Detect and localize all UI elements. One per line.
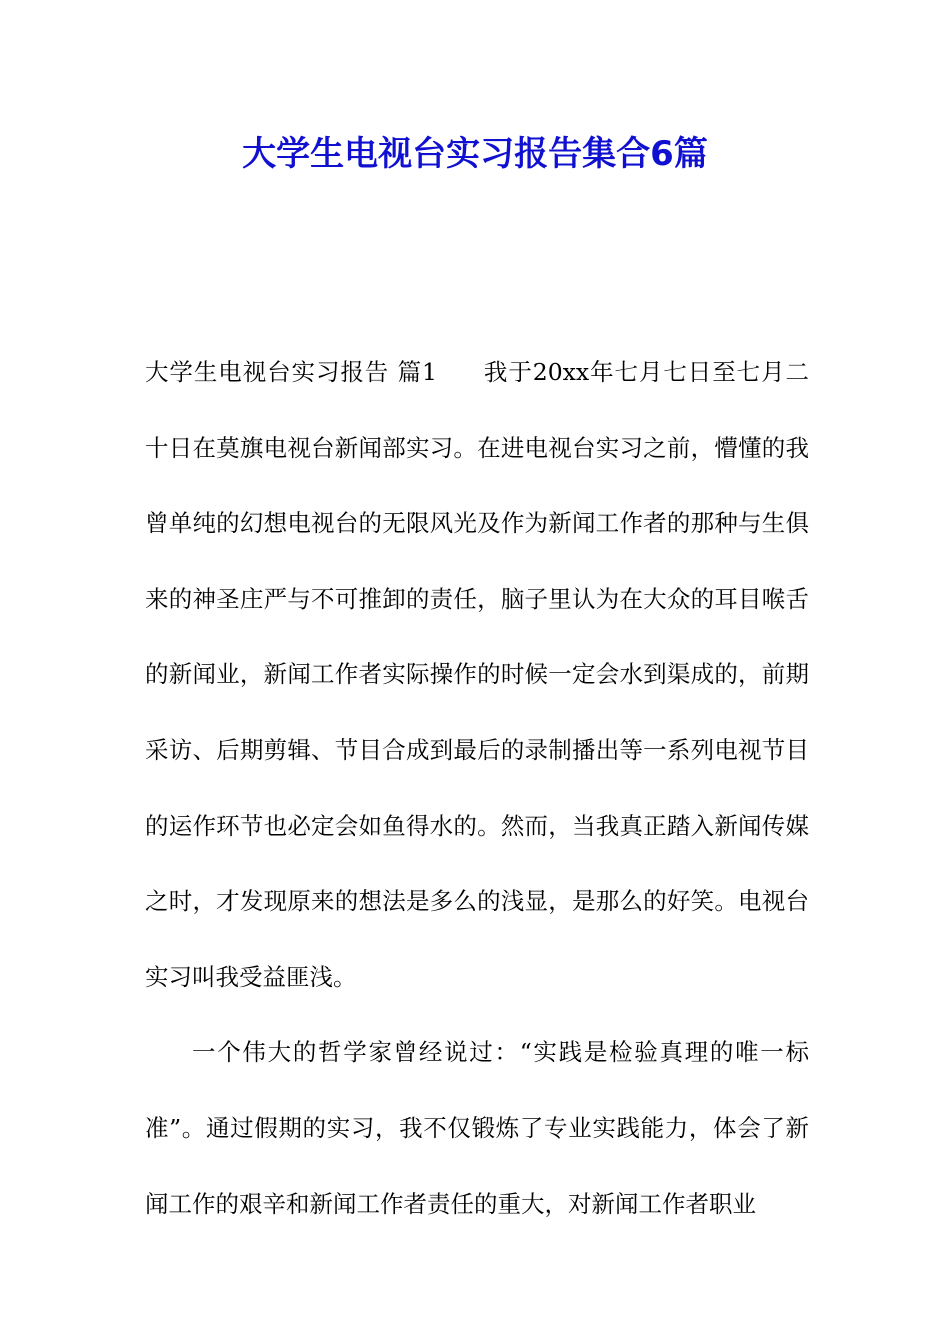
paragraph-1 — [145, 335, 809, 1015]
paragraph-2: 一个伟大的哲学家曾经说过：“实践是检验真理的唯一标准”。通过假期的实习，我不仅锻炼了专业实践能力，体会了新闻工作的艰辛和新闻工作者责任的重大，对新闻工作者职业 — [145, 1038, 809, 1218]
document-body — [145, 335, 809, 1242]
section-heading: 大学生电视台实习报告 篇1 — [145, 358, 437, 386]
paragraph-1-text: 我于20xx年七月七日至七月二十日在莫旗电视台新闻部实习。在进电视台实习之前，懵懂的我曾单纯的幻想电视台的无限风光及作为新闻工作者的那种与生俱来的神圣庄严与不可推卸的责任，脑子里认为在大众的耳目喉舌的新闻业，新闻工作者实际操作的时候一定会水到渠成的，前期采访、后期剪辑、节目合成到最后的录制播出等一系列电视节目的运作环节也必定会如鱼得水的。然而，当我真正踏入新闻传媒之时，才发现原来的想法是多么的浅显，是那么的好笑。电视台实习叫我受益匪浅。 — [145, 358, 809, 991]
document-title: 大学生电视台实习报告集合6篇 — [242, 134, 708, 174]
